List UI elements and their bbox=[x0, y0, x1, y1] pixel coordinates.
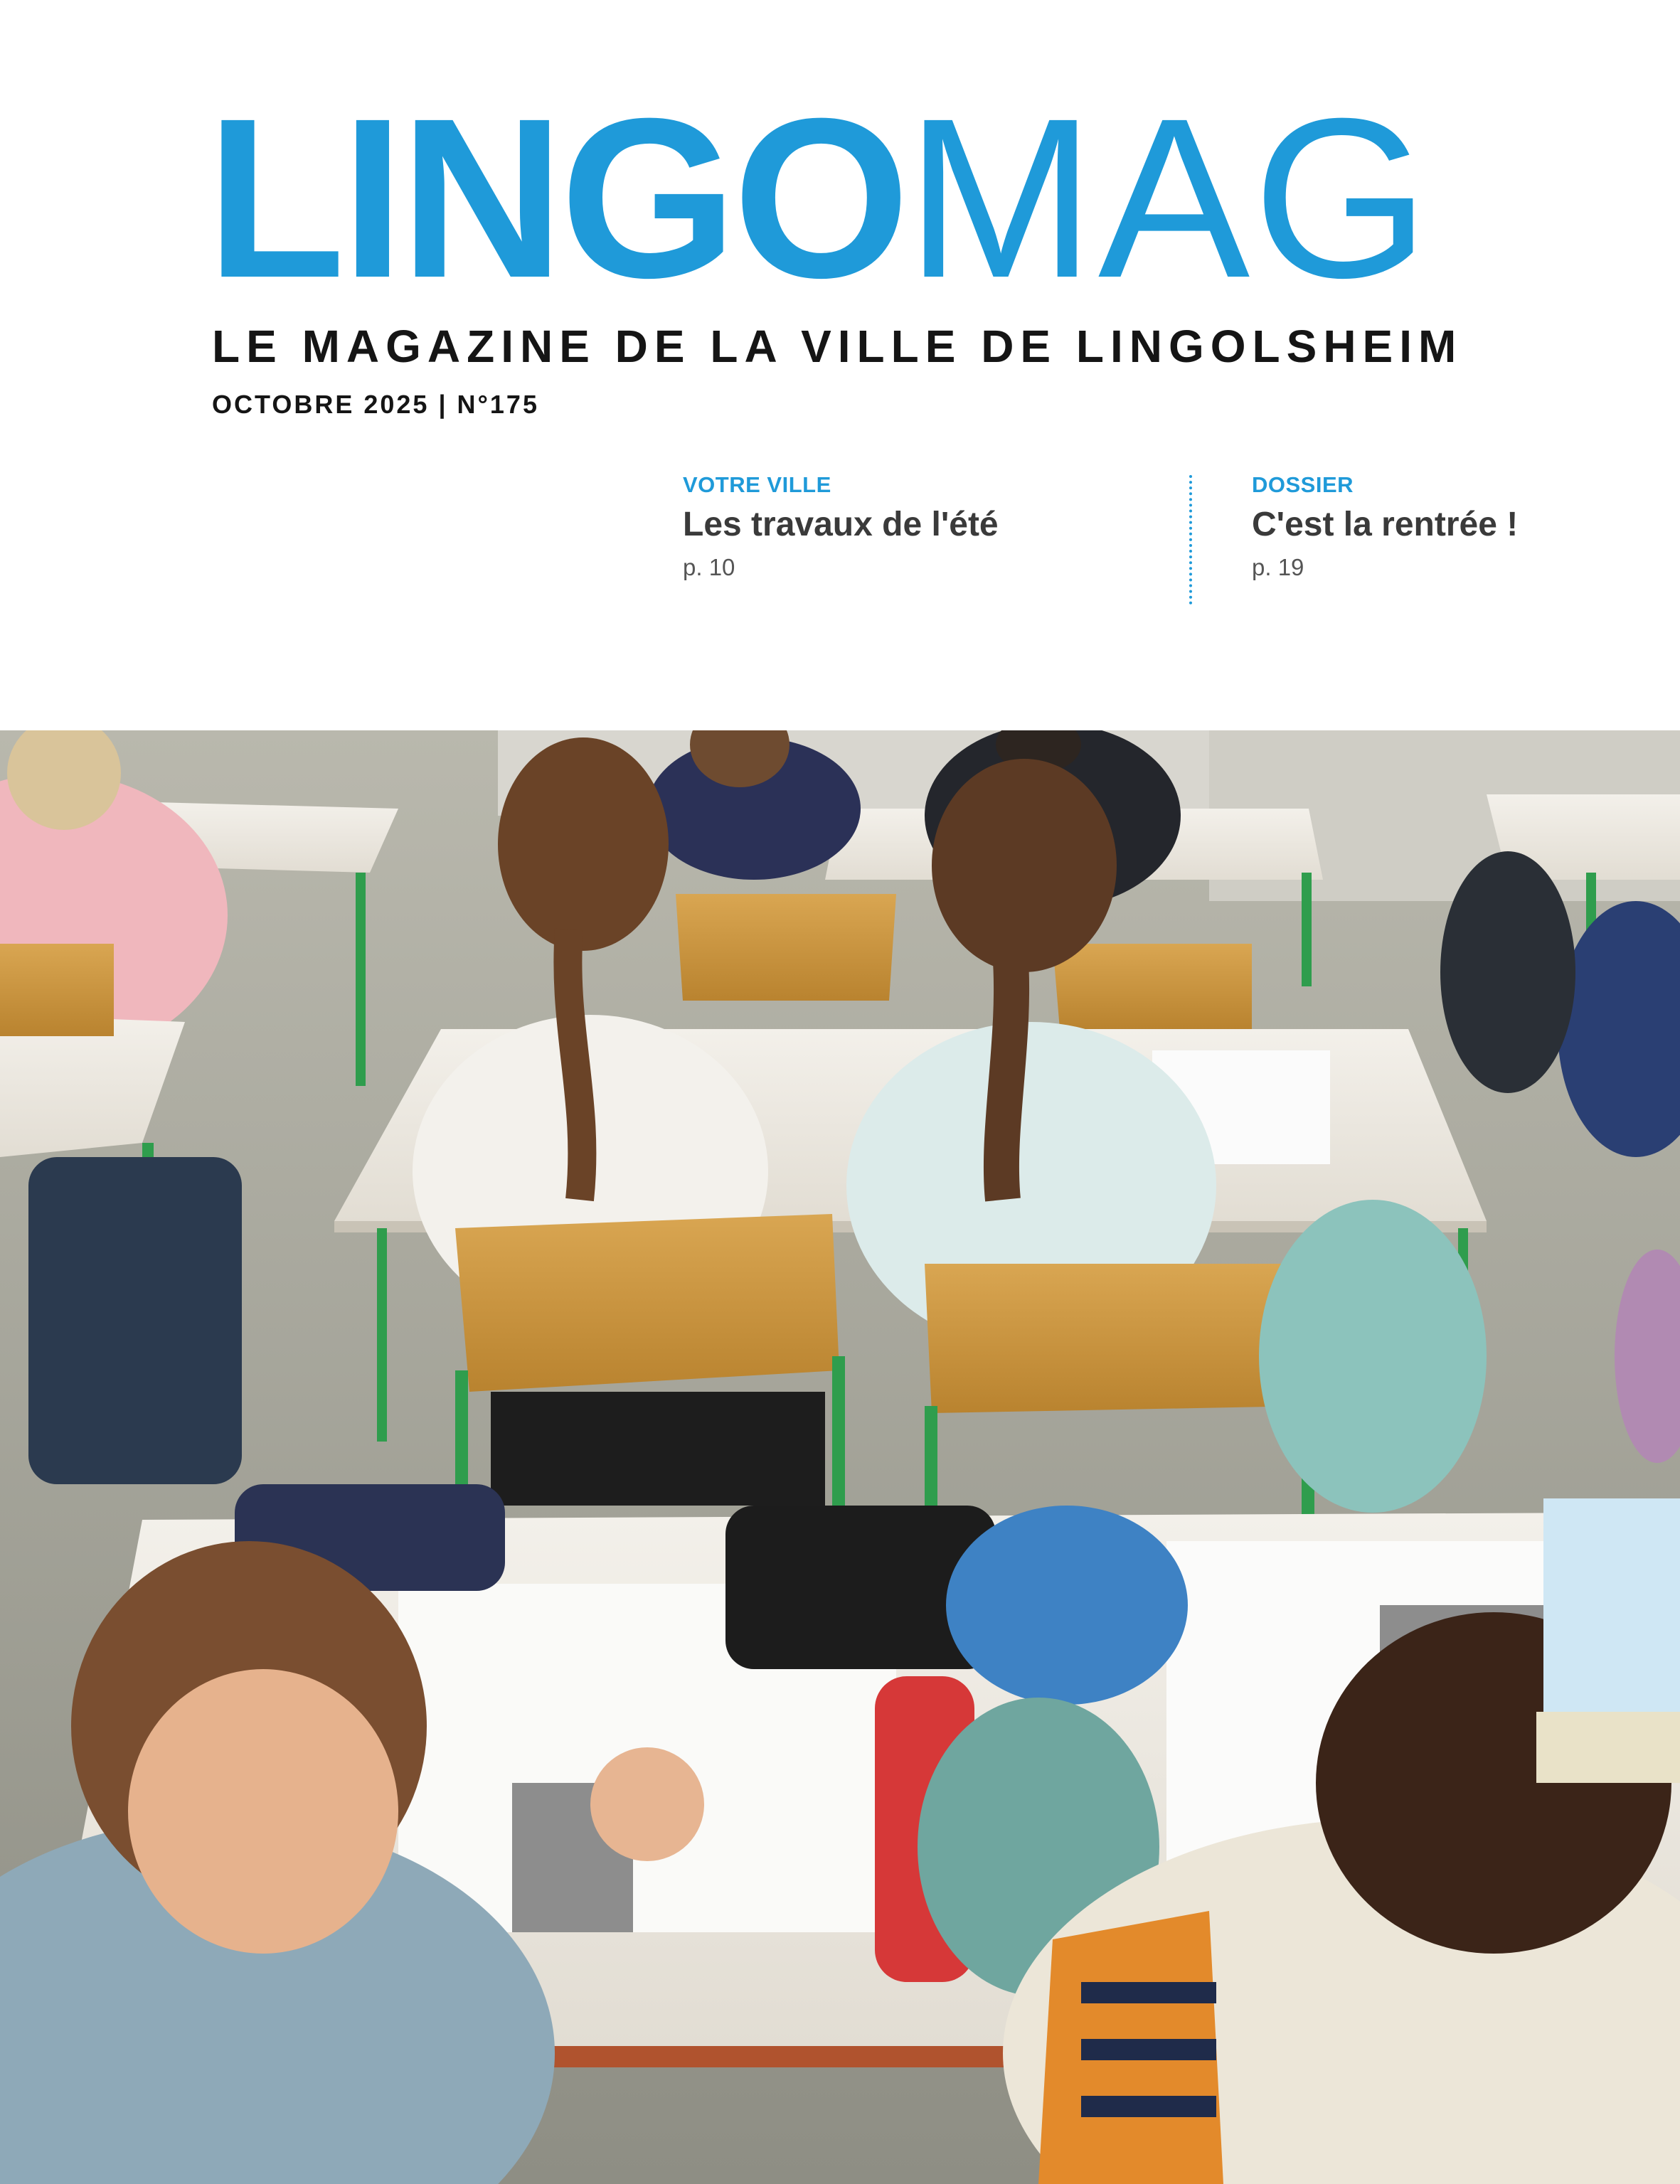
cover-photo bbox=[0, 730, 1680, 2184]
teaser-dossier[interactable] bbox=[1252, 472, 1679, 581]
logo-bold: LINGO bbox=[206, 70, 906, 325]
teaser-title: C'est la rentrée ! bbox=[1252, 506, 1519, 543]
teaser-page: p. 10 bbox=[683, 554, 735, 580]
teaser-votre-ville[interactable] bbox=[683, 472, 1110, 581]
teaser-kicker: DOSSIER bbox=[1252, 472, 1354, 497]
teaser-page: p. 19 bbox=[1252, 554, 1304, 580]
tagline: LE MAGAZINE DE LA VILLE DE LINGOLSHEIM bbox=[212, 321, 1463, 372]
teaser-kicker: VOTRE VILLE bbox=[683, 472, 831, 497]
logo-light: MAG bbox=[905, 70, 1433, 325]
masthead bbox=[0, 0, 1680, 730]
issue-date: OCTOBRE 2025 | N°175 bbox=[212, 390, 539, 419]
classroom-photo bbox=[0, 730, 1680, 2184]
teaser-divider bbox=[1189, 475, 1192, 604]
teaser-title: Les travaux de l'été bbox=[683, 506, 999, 543]
magazine-logo bbox=[206, 70, 1433, 325]
